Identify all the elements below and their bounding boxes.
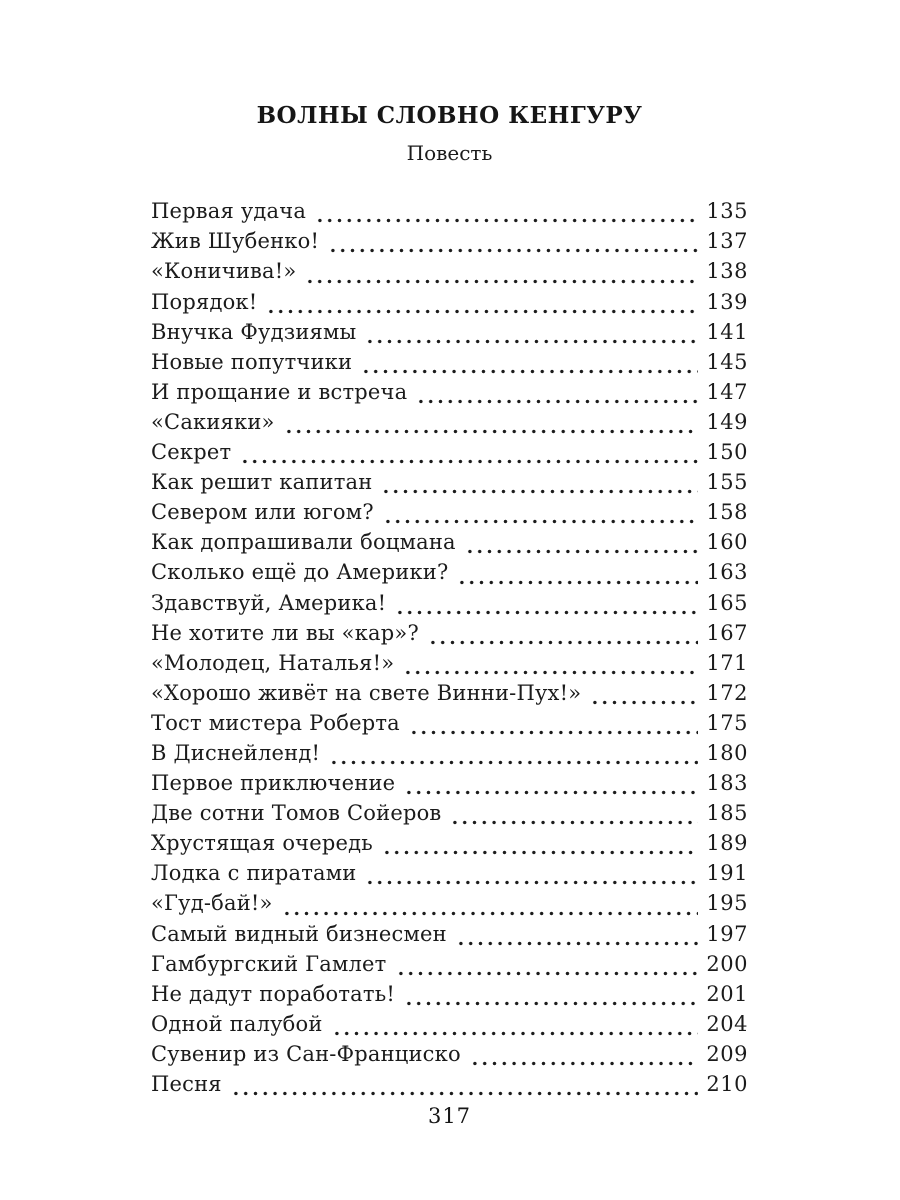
toc-entry <box>151 1072 748 1102</box>
toc-entry-page: 175 <box>706 710 748 735</box>
dot-leader <box>450 801 698 831</box>
toc-entry <box>151 831 748 861</box>
toc-entry-title: Как решит капитан <box>151 470 373 495</box>
dot-leader <box>284 410 698 440</box>
toc-entry-page: 204 <box>706 1011 748 1036</box>
dot-leader <box>365 320 698 350</box>
toc-entry-title: Самый видный бизнесмен <box>151 921 447 946</box>
toc-entry <box>151 380 748 410</box>
toc-entry-page: 209 <box>706 1041 748 1066</box>
toc-entry-title: «Гуд-бай!» <box>151 891 273 916</box>
toc-entry <box>151 771 748 801</box>
toc-entry-page: 200 <box>706 951 748 976</box>
dot-leader <box>328 229 698 259</box>
toc-entry-page: 149 <box>706 409 748 434</box>
toc-entry-title: «Хорошо живёт на свете Винни-Пух!» <box>151 680 582 705</box>
toc-entry <box>151 591 748 621</box>
toc-entry <box>151 1042 748 1072</box>
toc-entry <box>151 560 748 590</box>
toc-entry <box>151 440 748 470</box>
toc-entry <box>151 952 748 982</box>
dot-leader <box>315 199 698 229</box>
toc-entry <box>151 1012 748 1042</box>
toc-entry-title: Сувенир из Сан-Франциско <box>151 1041 461 1066</box>
toc-entry-page: 139 <box>706 289 748 314</box>
book-title: ВОЛНЫ СЛОВНО КЕНГУРУ <box>256 102 643 129</box>
toc-entry-title: Хрустящая очередь <box>151 831 373 856</box>
toc-entry <box>151 259 748 289</box>
toc-entry-page: 171 <box>706 650 748 675</box>
dot-leader <box>305 259 698 289</box>
toc-entry-page: 210 <box>706 1072 748 1097</box>
toc-entry-title: «Молодец, Наталья!» <box>151 650 395 675</box>
toc-entry-title: Севером или югом? <box>151 500 374 525</box>
dot-leader <box>404 982 698 1012</box>
toc-entry-title: Здавствуй, Америка! <box>151 590 387 615</box>
toc-entry <box>151 651 748 681</box>
dot-leader <box>428 621 698 651</box>
toc-entry <box>151 410 748 440</box>
toc-entry-page: 197 <box>706 921 748 946</box>
toc-entry-page: 195 <box>706 891 748 916</box>
toc-entry <box>151 470 748 500</box>
toc-entry-title: Первая удача <box>151 199 307 224</box>
toc-entry-title: Порядок! <box>151 289 258 314</box>
toc-entry <box>151 681 748 711</box>
dot-leader <box>404 771 698 801</box>
toc-entry <box>151 500 748 530</box>
toc-entry-page: 147 <box>706 379 748 404</box>
toc-entry <box>151 922 748 952</box>
toc-entry-title: Не хотите ли вы «кар»? <box>151 620 419 645</box>
toc-entry-title: Песня <box>151 1072 222 1097</box>
toc-entry-title: «Коничива!» <box>151 259 297 284</box>
toc-entry-title: Сколько ещё до Америки? <box>151 560 449 585</box>
toc-entry-title: В Диснейленд! <box>151 740 321 765</box>
toc-entry <box>151 711 748 741</box>
toc-entry-page: 163 <box>706 560 748 585</box>
toc-entry-page: 191 <box>706 861 748 886</box>
toc-entry-page: 135 <box>706 199 748 224</box>
toc-entry-page: 189 <box>706 831 748 856</box>
dot-leader <box>409 711 698 741</box>
dot-leader <box>329 741 698 771</box>
toc-entry-page: 201 <box>706 981 748 1006</box>
toc-entry <box>151 741 748 771</box>
toc-entry-title: Первое приключение <box>151 771 396 796</box>
toc-entry-title: Тост мистера Роберта <box>151 710 400 735</box>
toc-entry-title: Гамбургский Гамлет <box>151 951 387 976</box>
dot-leader <box>383 500 698 530</box>
toc-entry-page: 158 <box>706 500 748 525</box>
toc-entry-page: 138 <box>706 259 748 284</box>
dot-leader <box>457 560 698 590</box>
toc-entry <box>151 530 748 560</box>
toc-entry <box>151 891 748 921</box>
toc-entry <box>151 229 748 259</box>
toc-entry <box>151 320 748 350</box>
toc-entry-page: 137 <box>706 229 748 254</box>
dot-leader <box>381 470 698 500</box>
toc-entry-page: 180 <box>706 740 748 765</box>
dot-leader <box>365 861 698 891</box>
dot-leader <box>361 350 698 380</box>
toc-entry <box>151 801 748 831</box>
toc-entry-title: «Сакияки» <box>151 409 275 434</box>
toc-entry-page: 185 <box>706 801 748 826</box>
dot-leader <box>240 440 698 470</box>
toc-entry-page: 183 <box>706 771 748 796</box>
toc-entry <box>151 621 748 651</box>
dot-leader <box>282 891 698 921</box>
dot-leader <box>470 1042 698 1072</box>
dot-leader <box>590 681 698 711</box>
dot-leader <box>266 290 698 320</box>
toc-entry-title: Новые попутчики <box>151 349 353 374</box>
toc-entry-title: Лодка с пиратами <box>151 861 357 886</box>
dot-leader <box>396 952 698 982</box>
dot-leader <box>456 922 698 952</box>
toc-entry-page: 145 <box>706 349 748 374</box>
toc-entry-title: Секрет <box>151 440 232 465</box>
toc-entry-page: 150 <box>706 440 748 465</box>
dot-leader <box>382 831 698 861</box>
folio-page-number: 317 <box>427 1104 472 1128</box>
toc-entry <box>151 861 748 891</box>
toc-entry <box>151 350 748 380</box>
toc-entry <box>151 199 748 229</box>
heading-block <box>151 0 748 165</box>
toc-entry <box>151 982 748 1012</box>
book-subtitle: Повесть <box>406 141 493 166</box>
toc-entry-page: 172 <box>706 680 748 705</box>
toc-entry-page: 141 <box>706 319 748 344</box>
dot-leader <box>416 380 698 410</box>
toc-entry-page: 160 <box>706 530 748 555</box>
dot-leader <box>465 530 698 560</box>
toc-entry-title: И прощание и встреча <box>151 379 408 404</box>
toc-entry-title: Не дадут поработать! <box>151 981 395 1006</box>
toc-entry-title: Две сотни Томов Сойеров <box>151 801 442 826</box>
toc-entry-title: Одной палубой <box>151 1011 323 1036</box>
toc-entry <box>151 290 748 320</box>
toc-entry-title: Как допрашивали боцмана <box>151 530 456 555</box>
dot-leader <box>231 1072 698 1102</box>
table-of-contents <box>151 199 748 1102</box>
dot-leader <box>332 1012 698 1042</box>
toc-entry-page: 155 <box>706 470 748 495</box>
toc-entry-title: Внучка Фудзиямы <box>151 319 357 344</box>
toc-entry-title: Жив Шубенко! <box>151 229 320 254</box>
toc-entry-page: 165 <box>706 590 748 615</box>
toc-entry-page: 167 <box>706 620 748 645</box>
dot-leader <box>403 651 698 681</box>
dot-leader <box>395 591 698 621</box>
